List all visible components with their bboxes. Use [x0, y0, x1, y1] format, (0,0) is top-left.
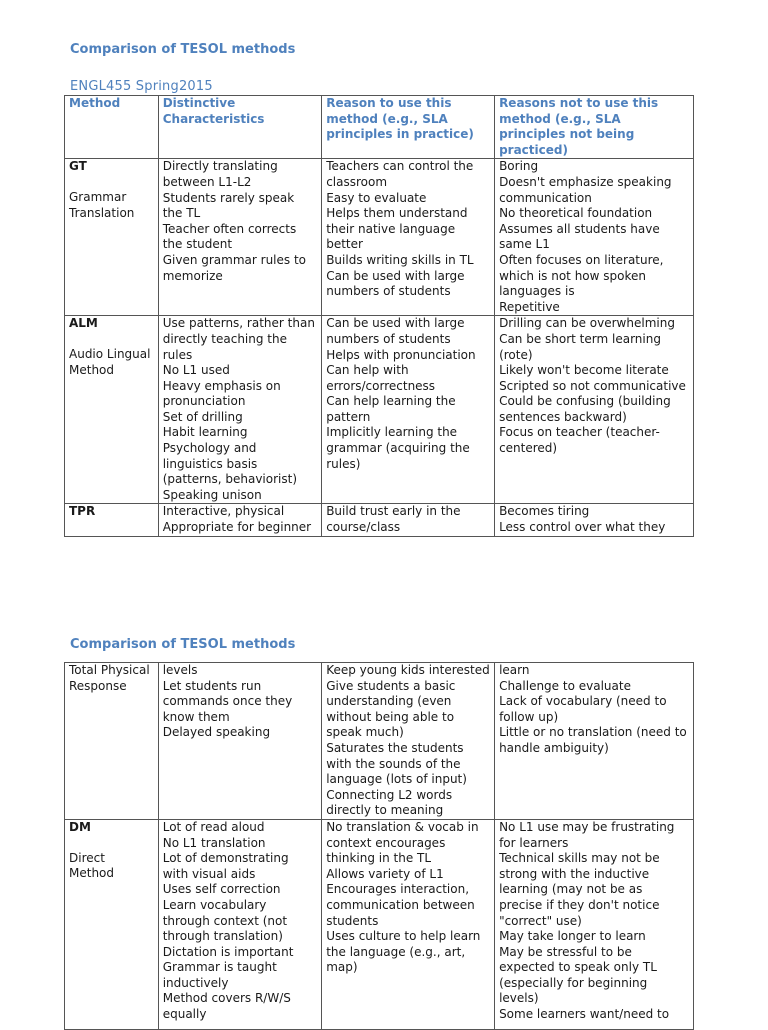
header-reasons-not: Reasons not to use this method (e.g., SLA principles not being practiced): [495, 96, 694, 159]
table-row: [65, 159, 694, 316]
reason-not-item: Repetitive: [499, 299, 560, 314]
characteristic-item: levels: [162, 663, 198, 677]
reasons-not-cell: [495, 663, 694, 820]
characteristic-item: Appropriate for beginner: [162, 520, 312, 535]
reason-not-item: Boring: [499, 159, 539, 174]
reason-to-use-item: Implicitly learning the grammar (acquiring the rules): [326, 425, 474, 471]
characteristic-item: Lot of read aloud: [162, 819, 265, 834]
characteristic-item: Method covers R/W/S equally: [162, 991, 295, 1022]
reason-to-use-item: Helps them understand their native language better: [326, 206, 472, 252]
reason-not-item: No theoretical foundation: [499, 206, 653, 221]
characteristic-item: Teacher often corrects the student: [162, 221, 301, 252]
reason-to-use-item: Encourages interaction, communication between students: [326, 882, 479, 928]
characteristics-cell: [158, 819, 321, 1029]
characteristics-cell: [158, 504, 321, 536]
reason-not-item: Likely won't become literate: [499, 363, 669, 378]
method-cell: [65, 663, 159, 820]
characteristic-item: Directly translating between L1-L2: [162, 159, 282, 189]
reason-not-item: learn: [499, 663, 530, 677]
header-reasons-to-use: Reason to use this method (e.g., SLA principles in practice): [322, 96, 495, 159]
methods-table-page1: [64, 95, 694, 537]
reason-not-item: Can be short term learning (rote): [499, 331, 665, 362]
method-code: DM: [69, 819, 91, 834]
reason-to-use-item: Can be used with large numbers of students: [326, 268, 469, 299]
reason-not-item: Assumes all students have same L1: [499, 221, 664, 252]
method-code: ALM: [69, 316, 98, 331]
reasons-to-use-cell: [322, 504, 495, 536]
method-code: GT: [69, 159, 87, 174]
method-name: Grammar Translation: [69, 189, 135, 220]
characteristic-item: Speaking unison: [162, 487, 262, 502]
method-cell: [65, 504, 159, 536]
reason-not-item: Becomes tiring: [499, 504, 590, 519]
characteristic-item: Dictation is important: [162, 944, 294, 959]
characteristic-item: Psychology and linguistics basis (patterns, behaviorist): [162, 441, 298, 487]
reason-not-item: No L1 use may be frustrating for learners: [499, 819, 679, 850]
reason-not-item: May be stressful to be expected to speak only TL (especially for beginning levels): [499, 944, 661, 1006]
characteristic-item: Let students run commands once they know them: [162, 678, 297, 724]
reason-to-use-item: Give students a basic understanding (even without being able to speak much): [326, 678, 460, 740]
reason-to-use-item: Keep young kids interested: [326, 663, 490, 677]
reason-to-use-item: Can be used with large numbers of students: [326, 316, 469, 346]
methods-table-page2: [64, 662, 694, 1030]
reason-not-item: Less control over what they: [499, 520, 666, 535]
reason-not-item: Challenge to evaluate: [499, 678, 631, 693]
reason-to-use-item: Teachers can control the classroom: [326, 159, 478, 189]
reason-not-item: Some learners want/need to: [499, 1007, 670, 1022]
reason-not-item: May take longer to learn: [499, 929, 646, 944]
characteristic-item: Interactive, physical: [162, 504, 285, 519]
reason-to-use-item: Allows variety of L1: [326, 866, 444, 881]
reasons-to-use-cell: [322, 159, 495, 316]
characteristic-item: Use patterns, rather than directly teaching the rules: [162, 316, 319, 362]
reasons-not-cell: [495, 159, 694, 316]
characteristic-item: Set of drilling: [162, 409, 243, 424]
reason-not-item: Could be confusing (building sentences backward): [499, 394, 675, 424]
characteristic-item: Heavy emphasis on pronunciation: [162, 378, 285, 409]
reasons-not-cell: [495, 316, 694, 504]
characteristic-item: No L1 translation: [162, 835, 266, 850]
reason-to-use-item: Can help learning the pattern: [326, 394, 460, 424]
reason-not-item: Scripted so not communicative: [499, 378, 686, 393]
table-row: [65, 663, 694, 820]
reason-to-use-item: Can help with errors/correctness: [326, 363, 436, 393]
reasons-to-use-cell: [322, 316, 495, 504]
characteristic-item: Lot of demonstrating with visual aids: [162, 851, 293, 881]
method-name: Total Physical Response: [69, 663, 154, 693]
reason-to-use-item: Builds writing skills in TL: [326, 252, 474, 267]
reason-to-use-item: Connecting L2 words directly to meaning: [326, 787, 456, 818]
characteristics-cell: [158, 159, 321, 316]
method-cell: [65, 159, 159, 316]
method-name: Direct Method: [69, 850, 115, 881]
method-cell: [65, 819, 159, 1029]
reason-to-use-item: Saturates the students with the sounds of the language (lots of input): [326, 740, 468, 787]
reason-not-item: Drilling can be overwhelming: [499, 316, 675, 331]
characteristics-cell: [158, 663, 321, 820]
method-cell: [65, 316, 159, 504]
characteristic-item: Students rarely speak the TL: [162, 190, 298, 221]
characteristic-item: Uses self correction: [162, 882, 281, 897]
reason-to-use-item: Build trust early in the course/class: [326, 504, 465, 535]
reason-not-item: Technical skills may not be strong with the inductive learning (may not be as precise if they don't notice "correct" use): [499, 851, 664, 928]
reason-not-item: Lack of vocabulary (need to follow up): [499, 694, 671, 724]
characteristic-item: Learn vocabulary through context (not through translation): [162, 897, 291, 944]
table-header-row: [65, 96, 694, 159]
reason-not-item: Little or no translation (need to handle ambiguity): [499, 725, 691, 755]
reasons-not-cell: [495, 819, 694, 1029]
reason-not-item: Doesn't emphasize speaking communication: [499, 174, 676, 205]
reason-to-use-item: No translation & vocab in context encourages thinking in the TL: [326, 819, 483, 866]
header-characteristics: Distinctive Characteristics: [158, 96, 321, 159]
reason-not-item: Focus on teacher (teacher-centered): [499, 425, 660, 456]
characteristic-item: Given grammar rules to memorize: [162, 252, 310, 283]
reason-to-use-item: Easy to evaluate: [326, 190, 427, 205]
reason-to-use-item: Uses culture to help learn the language (e.g., art, map): [326, 929, 485, 975]
characteristic-item: No L1 used: [162, 363, 230, 378]
course-label: ENGL455 Spring2015: [70, 79, 213, 94]
reasons-to-use-cell: [322, 819, 495, 1029]
characteristic-item: Habit learning: [162, 425, 248, 440]
reason-to-use-item: Helps with pronunciation: [326, 347, 476, 362]
header-method: Method: [65, 96, 159, 159]
table-row: [65, 504, 694, 536]
reason-not-item: Often focuses on literature, which is not how spoken languages is: [499, 252, 668, 299]
table-row: [65, 316, 694, 504]
table-row: [65, 819, 694, 1029]
reasons-not-cell: [495, 504, 694, 536]
characteristic-item: Grammar is taught inductively: [162, 960, 281, 990]
characteristics-cell: [158, 316, 321, 504]
reasons-to-use-cell: [322, 663, 495, 820]
page2-title: Comparison of TESOL methods: [70, 637, 296, 652]
page1-title: Comparison of TESOL methods: [70, 42, 296, 57]
method-name: Audio Lingual Method: [69, 346, 151, 377]
method-code: TPR: [69, 504, 96, 519]
characteristic-item: Delayed speaking: [162, 725, 271, 740]
